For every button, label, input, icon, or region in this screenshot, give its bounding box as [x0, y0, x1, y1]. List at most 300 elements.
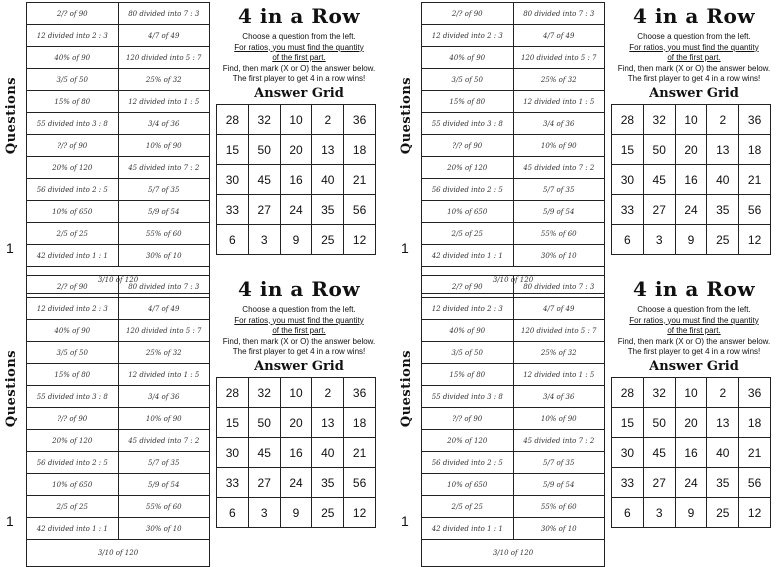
question-cell[interactable]: 15% of 80: [27, 364, 119, 386]
answer-cell[interactable]: 45: [248, 165, 280, 195]
question-row: [422, 47, 605, 69]
question-row: [422, 223, 605, 245]
answer-cell[interactable]: 35: [707, 468, 739, 498]
question-row: [27, 496, 210, 518]
question-cell[interactable]: 10% of 650: [422, 474, 514, 496]
answer-row: [217, 378, 376, 408]
question-cell[interactable]: 2/5 of 25: [27, 223, 119, 245]
question-row: [27, 298, 210, 320]
question-row: [27, 540, 210, 567]
answer-cell[interactable]: 25: [312, 225, 344, 255]
answer-cell[interactable]: 13: [312, 408, 344, 438]
answer-row: [612, 135, 771, 165]
question-cell[interactable]: 80 divided into 7 : 3: [118, 276, 210, 298]
answer-cell[interactable]: 45: [643, 438, 675, 468]
question-cell[interactable]: 15% of 80: [422, 364, 514, 386]
answer-cell[interactable]: 10: [675, 378, 707, 408]
answer-cell[interactable]: 25: [707, 498, 739, 528]
instruction-line: For ratios, you must find the quantity: [629, 315, 759, 325]
question-row: [422, 496, 605, 518]
answer-cell[interactable]: 15: [217, 408, 249, 438]
answer-row: [217, 225, 376, 255]
question-cell[interactable]: 30% of 10: [118, 245, 210, 267]
answer-cell[interactable]: 6: [612, 498, 644, 528]
instruction-line: Find, then mark (X or O) the answer below.: [617, 63, 771, 73]
answer-cell[interactable]: 36: [344, 105, 376, 135]
question-row: [27, 276, 210, 298]
answer-cell[interactable]: 10: [280, 378, 312, 408]
answer-row: [612, 165, 771, 195]
answer-cell[interactable]: 15: [612, 408, 644, 438]
question-row: [27, 135, 210, 157]
questions-label: Questions: [399, 349, 415, 427]
answer-cell[interactable]: 18: [344, 408, 376, 438]
question-cell[interactable]: 55 divided into 3 : 8: [422, 386, 514, 408]
question-cell[interactable]: 25% of 32: [513, 342, 605, 364]
game-card: [395, 0, 780, 284]
answer-row: [217, 498, 376, 528]
answer-cell[interactable]: 35: [312, 468, 344, 498]
instruction-line: Find, then mark (X or O) the answer below.: [617, 336, 771, 346]
question-cell[interactable]: 56 divided into 2 : 5: [27, 452, 119, 474]
answer-cell[interactable]: 35: [312, 195, 344, 225]
answer-cell[interactable]: 30: [217, 165, 249, 195]
question-cell[interactable]: 45 divided into 7 : 2: [118, 157, 210, 179]
answer-cell[interactable]: 25: [312, 498, 344, 528]
question-cell[interactable]: 20% of 120: [422, 430, 514, 452]
question-cell[interactable]: 12 divided into 2 : 3: [422, 298, 514, 320]
questions-label: Questions: [399, 76, 415, 154]
question-row: [422, 364, 605, 386]
question-row: [422, 157, 605, 179]
question-cell[interactable]: 2/5 of 25: [27, 496, 119, 518]
answer-cell[interactable]: 20: [675, 135, 707, 165]
question-cell[interactable]: 10% of 650: [27, 201, 119, 223]
instruction-line: The first player to get 4 in a row wins!: [627, 74, 761, 83]
question-cell[interactable]: 55% of 60: [513, 223, 605, 245]
question-cell[interactable]: 3/5 of 50: [422, 342, 514, 364]
question-cell[interactable]: 55 divided into 3 : 8: [27, 113, 119, 135]
question-row: [422, 298, 605, 320]
question-row: [422, 474, 605, 496]
question-cell[interactable]: 12 divided into 1 : 5: [118, 364, 210, 386]
question-cell[interactable]: ?/? of 90: [422, 408, 514, 430]
answer-cell[interactable]: 33: [612, 195, 644, 225]
question-row: [27, 408, 210, 430]
question-cell[interactable]: 2/? of 90: [422, 3, 514, 25]
answer-cell[interactable]: 30: [612, 165, 644, 195]
instruction-line: Find, then mark (X or O) the answer below.: [222, 336, 376, 346]
answer-cell[interactable]: 21: [739, 438, 771, 468]
answer-cell[interactable]: 28: [612, 378, 644, 408]
answer-cell[interactable]: 33: [217, 468, 249, 498]
question-cell[interactable]: 56 divided into 2 : 5: [422, 179, 514, 201]
question-cell[interactable]: 55% of 60: [118, 223, 210, 245]
answer-cell[interactable]: 50: [248, 135, 280, 165]
answer-cell[interactable]: 9: [280, 225, 312, 255]
question-cell[interactable]: 10% of 90: [513, 408, 605, 430]
question-cell[interactable]: 5/7 of 35: [118, 452, 210, 474]
answer-cell[interactable]: 12: [739, 498, 771, 528]
question-row: [422, 3, 605, 25]
question-cell[interactable]: 20% of 120: [27, 430, 119, 452]
question-cell[interactable]: 25% of 32: [118, 69, 210, 91]
answer-cell[interactable]: 28: [612, 105, 644, 135]
answer-cell[interactable]: 18: [739, 135, 771, 165]
question-cell[interactable]: 80 divided into 7 : 3: [118, 3, 210, 25]
question-cell[interactable]: 10% of 90: [118, 135, 210, 157]
question-row: [27, 179, 210, 201]
instruction-line: Find, then mark (X or O) the answer below.: [222, 63, 376, 73]
answer-cell[interactable]: 56: [344, 195, 376, 225]
answer-cell[interactable]: 10: [280, 105, 312, 135]
answer-cell[interactable]: 16: [675, 438, 707, 468]
answer-cell[interactable]: 27: [248, 468, 280, 498]
answer-cell[interactable]: 21: [739, 165, 771, 195]
question-cell[interactable]: 12 divided into 2 : 3: [27, 25, 119, 47]
answer-cell[interactable]: 9: [675, 225, 707, 255]
answer-cell[interactable]: 13: [707, 408, 739, 438]
question-cell[interactable]: 3/4 of 36: [118, 113, 210, 135]
answer-cell[interactable]: 6: [217, 225, 249, 255]
question-row: [27, 69, 210, 91]
answer-cell[interactable]: 12: [344, 498, 376, 528]
question-row: [422, 430, 605, 452]
game-title: 4 in a Row: [237, 277, 361, 301]
answer-cell[interactable]: 36: [739, 105, 771, 135]
answer-cell[interactable]: 40: [312, 165, 344, 195]
question-cell[interactable]: 12 divided into 1 : 5: [118, 91, 210, 113]
answer-cell[interactable]: 56: [739, 195, 771, 225]
question-row: [422, 69, 605, 91]
answer-cell[interactable]: 10: [675, 105, 707, 135]
question-cell[interactable]: 5/9 of 54: [513, 201, 605, 223]
answer-row: [612, 408, 771, 438]
answer-cell[interactable]: 24: [675, 468, 707, 498]
answer-cell[interactable]: 28: [217, 378, 249, 408]
answer-cell[interactable]: 24: [675, 195, 707, 225]
question-cell[interactable]: 2/5 of 25: [422, 223, 514, 245]
question-row: [27, 518, 210, 540]
question-cell[interactable]: ?/? of 90: [27, 135, 119, 157]
instructions: [214, 305, 384, 358]
answer-cell[interactable]: 50: [643, 408, 675, 438]
question-cell[interactable]: 80 divided into 7 : 3: [513, 3, 605, 25]
answer-cell[interactable]: 6: [612, 225, 644, 255]
question-cell[interactable]: 3/4 of 36: [513, 386, 605, 408]
answer-cell[interactable]: 16: [280, 165, 312, 195]
instruction-line: Choose a question from the left.: [242, 32, 356, 41]
answer-cell[interactable]: 25: [707, 225, 739, 255]
question-cell[interactable]: 40% of 90: [422, 47, 514, 69]
question-cell[interactable]: 55% of 60: [118, 496, 210, 518]
question-cell[interactable]: 42 divided into 1 : 1: [422, 245, 514, 267]
answer-cell[interactable]: 15: [217, 135, 249, 165]
answer-row: [217, 135, 376, 165]
question-cell[interactable]: 42 divided into 1 : 1: [27, 518, 119, 540]
question-cell[interactable]: 25% of 32: [513, 69, 605, 91]
answer-grid: [611, 377, 771, 528]
instruction-line: of the first part.: [667, 326, 721, 335]
answer-cell[interactable]: 2: [707, 105, 739, 135]
answer-cell[interactable]: 2: [312, 378, 344, 408]
question-row: [27, 364, 210, 386]
question-row: [27, 342, 210, 364]
question-row: [422, 91, 605, 113]
answer-cell[interactable]: 20: [280, 135, 312, 165]
question-cell[interactable]: 5/7 of 35: [513, 179, 605, 201]
answer-cell[interactable]: 35: [707, 195, 739, 225]
question-cell[interactable]: 10% of 90: [513, 135, 605, 157]
question-cell[interactable]: 25% of 32: [118, 342, 210, 364]
question-cell[interactable]: 3/5 of 50: [27, 342, 119, 364]
instruction-line: The first player to get 4 in a row wins!: [232, 74, 366, 83]
answer-cell[interactable]: 30: [217, 438, 249, 468]
question-row: [27, 430, 210, 452]
question-cell[interactable]: 10% of 650: [422, 201, 514, 223]
question-cell[interactable]: 5/9 of 54: [118, 474, 210, 496]
question-cell[interactable]: 3/5 of 50: [422, 69, 514, 91]
question-row: [27, 474, 210, 496]
question-cell[interactable]: 40% of 90: [27, 320, 119, 342]
question-cell[interactable]: 56 divided into 2 : 5: [422, 452, 514, 474]
answer-grid-title: Answer Grid: [254, 86, 344, 101]
game-card: [0, 0, 385, 284]
questions-label: Questions: [4, 76, 20, 154]
answer-cell[interactable]: 40: [707, 438, 739, 468]
question-cell[interactable]: 5/7 of 35: [513, 452, 605, 474]
answer-cell[interactable]: 3: [643, 498, 675, 528]
answer-cell[interactable]: 15: [612, 135, 644, 165]
answer-cell[interactable]: 27: [248, 195, 280, 225]
answer-row: [612, 498, 771, 528]
question-row: [27, 91, 210, 113]
question-cell[interactable]: ?/? of 90: [27, 408, 119, 430]
question-cell[interactable]: 12 divided into 2 : 3: [422, 25, 514, 47]
answer-cell[interactable]: 24: [280, 195, 312, 225]
question-cell[interactable]: 2/? of 90: [422, 276, 514, 298]
answer-cell[interactable]: 21: [344, 165, 376, 195]
answer-cell[interactable]: 56: [739, 468, 771, 498]
question-row: [27, 245, 210, 267]
question-cell[interactable]: 3/10 of 120: [422, 267, 605, 294]
questions-table: [26, 275, 210, 567]
question-row: [422, 452, 605, 474]
question-cell[interactable]: 55 divided into 3 : 8: [27, 386, 119, 408]
question-row: [27, 113, 210, 135]
question-cell[interactable]: 3/5 of 50: [27, 69, 119, 91]
questions-table: [26, 2, 210, 294]
answer-cell[interactable]: 18: [739, 408, 771, 438]
question-cell[interactable]: 45 divided into 7 : 2: [513, 157, 605, 179]
answer-cell[interactable]: 13: [312, 135, 344, 165]
question-cell[interactable]: 5/7 of 35: [118, 179, 210, 201]
answer-cell[interactable]: 33: [217, 195, 249, 225]
answer-cell[interactable]: 56: [344, 468, 376, 498]
answer-cell[interactable]: 16: [280, 438, 312, 468]
answer-cell[interactable]: 2: [707, 378, 739, 408]
question-row: [422, 386, 605, 408]
question-cell[interactable]: 3/10 of 120: [27, 540, 210, 567]
answer-cell[interactable]: 2: [312, 105, 344, 135]
answer-cell[interactable]: 32: [643, 105, 675, 135]
answer-cell[interactable]: 18: [344, 135, 376, 165]
question-row: [422, 201, 605, 223]
answer-cell[interactable]: 50: [248, 408, 280, 438]
game-title: 4 in a Row: [632, 4, 756, 28]
answer-grid-title: Answer Grid: [649, 359, 739, 374]
question-cell[interactable]: 5/9 of 54: [513, 474, 605, 496]
question-row: [422, 408, 605, 430]
question-cell[interactable]: 42 divided into 1 : 1: [422, 518, 514, 540]
answer-cell[interactable]: 21: [344, 438, 376, 468]
question-row: [27, 47, 210, 69]
question-cell[interactable]: 30% of 10: [513, 245, 605, 267]
question-row: [422, 135, 605, 157]
instruction-line: For ratios, you must find the quantity: [629, 42, 759, 52]
question-cell[interactable]: 12 divided into 2 : 3: [27, 298, 119, 320]
answer-grid-title: Answer Grid: [649, 86, 739, 101]
card-number: 1: [401, 513, 409, 529]
answer-cell[interactable]: 30: [612, 438, 644, 468]
question-cell[interactable]: 15% of 80: [27, 91, 119, 113]
question-row: [27, 3, 210, 25]
answer-cell[interactable]: 27: [643, 195, 675, 225]
card-number: 1: [401, 240, 409, 256]
answer-cell[interactable]: 33: [612, 468, 644, 498]
question-cell[interactable]: 120 divided into 5 : 7: [118, 47, 210, 69]
question-cell[interactable]: 4/7 of 49: [513, 298, 605, 320]
question-cell[interactable]: 40% of 90: [27, 47, 119, 69]
answer-grid-title: Answer Grid: [254, 359, 344, 374]
answer-cell[interactable]: 13: [707, 135, 739, 165]
answer-cell[interactable]: 40: [707, 165, 739, 195]
question-row: [422, 276, 605, 298]
game-card: [0, 273, 385, 557]
question-row: [422, 113, 605, 135]
question-cell[interactable]: 3/10 of 120: [422, 540, 605, 567]
question-row: [27, 452, 210, 474]
question-cell[interactable]: 30% of 10: [513, 518, 605, 540]
question-cell[interactable]: 2/5 of 25: [422, 496, 514, 518]
answer-cell[interactable]: 28: [217, 105, 249, 135]
answer-row: [612, 195, 771, 225]
answer-cell[interactable]: 3: [643, 225, 675, 255]
answer-row: [217, 468, 376, 498]
question-cell[interactable]: 55% of 60: [513, 496, 605, 518]
question-cell[interactable]: 12 divided into 1 : 5: [513, 91, 605, 113]
question-row: [27, 25, 210, 47]
instruction-line: For ratios, you must find the quantity: [234, 315, 364, 325]
answer-cell[interactable]: 36: [344, 378, 376, 408]
question-cell[interactable]: 45 divided into 7 : 2: [118, 430, 210, 452]
answer-cell[interactable]: 16: [675, 165, 707, 195]
answer-cell[interactable]: 32: [248, 378, 280, 408]
instruction-line: Choose a question from the left.: [637, 305, 751, 314]
answer-cell[interactable]: 20: [675, 408, 707, 438]
answer-cell[interactable]: 6: [217, 498, 249, 528]
question-cell[interactable]: 120 divided into 5 : 7: [513, 47, 605, 69]
answer-grid: [216, 104, 376, 255]
answer-cell[interactable]: 40: [312, 438, 344, 468]
question-cell[interactable]: 10% of 90: [118, 408, 210, 430]
question-row: [422, 540, 605, 567]
question-cell[interactable]: 12 divided into 1 : 5: [513, 364, 605, 386]
answer-cell[interactable]: 3: [248, 498, 280, 528]
question-cell[interactable]: 20% of 120: [27, 157, 119, 179]
question-cell[interactable]: 80 divided into 7 : 3: [513, 276, 605, 298]
answer-cell[interactable]: 32: [643, 378, 675, 408]
answer-row: [612, 225, 771, 255]
question-row: [422, 518, 605, 540]
question-row: [27, 157, 210, 179]
question-cell[interactable]: 4/7 of 49: [513, 25, 605, 47]
answer-cell[interactable]: 3: [248, 225, 280, 255]
instruction-line: The first player to get 4 in a row wins!: [627, 347, 761, 356]
answer-grid: [611, 104, 771, 255]
question-cell[interactable]: 56 divided into 2 : 5: [27, 179, 119, 201]
answer-cell[interactable]: 12: [344, 225, 376, 255]
answer-cell[interactable]: 9: [280, 498, 312, 528]
answer-cell[interactable]: 12: [739, 225, 771, 255]
question-cell[interactable]: 3/4 of 36: [513, 113, 605, 135]
instruction-line: of the first part.: [272, 326, 326, 335]
instructions: [214, 32, 384, 85]
question-cell[interactable]: 45 divided into 7 : 2: [513, 430, 605, 452]
question-cell[interactable]: 42 divided into 1 : 1: [27, 245, 119, 267]
question-cell[interactable]: 2/? of 90: [27, 276, 119, 298]
question-cell[interactable]: 120 divided into 5 : 7: [118, 320, 210, 342]
game-title: 4 in a Row: [237, 4, 361, 28]
answer-row: [217, 105, 376, 135]
answer-cell[interactable]: 9: [675, 498, 707, 528]
game-title: 4 in a Row: [632, 277, 756, 301]
question-cell[interactable]: 30% of 10: [118, 518, 210, 540]
question-cell[interactable]: 4/7 of 49: [118, 298, 210, 320]
question-cell[interactable]: 15% of 80: [422, 91, 514, 113]
answer-cell[interactable]: 45: [248, 438, 280, 468]
answer-cell[interactable]: 50: [643, 135, 675, 165]
answer-grid: [216, 377, 376, 528]
question-cell[interactable]: 4/7 of 49: [118, 25, 210, 47]
card-number: 1: [6, 240, 14, 256]
answer-cell[interactable]: 45: [643, 165, 675, 195]
question-cell[interactable]: ?/? of 90: [422, 135, 514, 157]
answer-cell[interactable]: 20: [280, 408, 312, 438]
question-cell[interactable]: 3/4 of 36: [118, 386, 210, 408]
question-cell[interactable]: 3/10 of 120: [27, 267, 210, 294]
answer-cell[interactable]: 36: [739, 378, 771, 408]
question-row: [422, 245, 605, 267]
question-cell[interactable]: 2/? of 90: [27, 3, 119, 25]
question-cell[interactable]: 40% of 90: [422, 320, 514, 342]
answer-cell[interactable]: 24: [280, 468, 312, 498]
answer-cell[interactable]: 27: [643, 468, 675, 498]
answer-row: [612, 105, 771, 135]
question-cell[interactable]: 120 divided into 5 : 7: [513, 320, 605, 342]
question-cell[interactable]: 20% of 120: [422, 157, 514, 179]
question-cell[interactable]: 10% of 650: [27, 474, 119, 496]
answer-row: [612, 438, 771, 468]
question-cell[interactable]: 5/9 of 54: [118, 201, 210, 223]
question-row: [422, 342, 605, 364]
question-row: [27, 320, 210, 342]
question-cell[interactable]: 55 divided into 3 : 8: [422, 113, 514, 135]
answer-cell[interactable]: 32: [248, 105, 280, 135]
question-row: [27, 223, 210, 245]
answer-row: [612, 468, 771, 498]
instruction-line: The first player to get 4 in a row wins!: [232, 347, 366, 356]
